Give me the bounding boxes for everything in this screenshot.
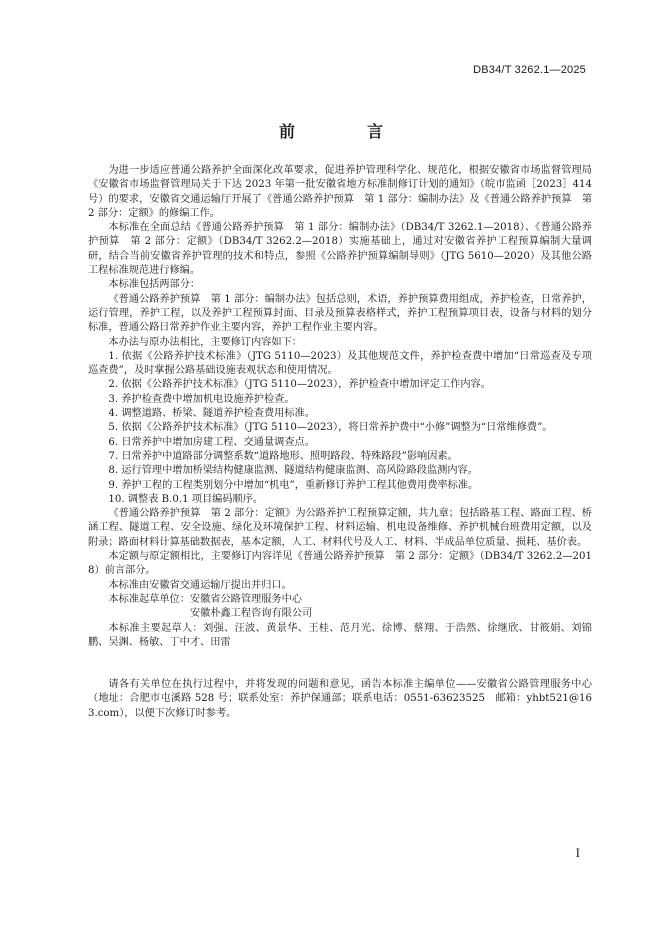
page-number: I [575, 845, 580, 860]
list-item: 2. 依据《公路养护技术标准》（JTG 5110—2023），养护检查中增加评定工作内容。 [108, 379, 491, 391]
list-item: 8. 运行管理中增加桥梁结构健康监测、隧道结构健康监测、高风险路段监测内容。 [108, 465, 478, 477]
list-item: 5. 依据《公路养护技术标准》（JTG 5110—2023），将日常养护费中“小修”调整为“日常维修费”。 [108, 422, 553, 434]
paragraph: 本定额与原定额相比，主要修订内容详见《普通公路养护预算 第 2 部分：定额》（DB34/T 3262.2—2018）前言部分。 [88, 551, 592, 577]
list-item: 4. 调整道路、桥梁、隧道养护检查费用标准。 [108, 408, 315, 420]
paragraph: 本办法与原办法相比，主要修订内容如下： [108, 336, 302, 348]
list-item: 10. 调整表 B.0.1 项目编码顺序。 [108, 493, 264, 505]
page-title: 前 言 [278, 122, 411, 141]
list-item: 6. 日常养护中增加房建工程、交通量调查点。 [108, 436, 315, 448]
list-item: 1. 依据《公路养护技术标准》（JTG 5110—2023）及其他规范文件，养护检查费中增加“日常巡查及专项巡查费”，及时掌握公路基础设施表观状态和使用情况。 [88, 350, 592, 377]
paragraph: 为进一步适应普通公路养护全面深化改革要求，促进养护管理科学化、规范化，根据安徽省市场监督管理局《安徽省市场监督管理局关于下达 2023 年第一批安徽省地方标准制修订计划的通知》（皖市监函［2023］414 号）的要求，安徽省交通运输厅开展了《普通公路养护预算 第 1 部分：编制办法》及《普通公路养护预算 第 2 部分：定额》的修编工作。 [88, 165, 592, 219]
paragraph: 《普通公路养护预算 第 2 部分：定额》为公路养护工程预算定额，共九章；包括路基工程、路面工程、桥涵工程、隧道工程、安全设施、绿化及环境保护工程、材料运输、机电设备维修、养护机械台班费用定额，以及附录；路面材料计算基础数据表，基本定额，人工、材料代号及人工、材料、半成品单位质量、损耗、基价表。 [88, 508, 592, 548]
paragraph: 《普通公路养护预算 第 1 部分：编制办法》包括总则，术语，养护预算费用组成，养护检查，日常养护，运行管理，养护工程，以及养护工程预算封面、目录及预算表格样式，养护工程预算项目表，设备与材料的划分标准，普通公路日常养护作业主要内容，养护工程作业主要内容。 [88, 293, 592, 334]
paragraph: 本标准起草单位：安徽省公路管理服务中心 [108, 593, 302, 605]
paragraph: 安徽朴鑫工程咨询有限公司 [190, 608, 313, 620]
paragraph: 请各有关单位在执行过程中，并将发现的问题和意见，函告本标准主编单位——安徽省公路管理服务中心（地址：合肥市屯溪路 528 号；联系处室：养护保通部；联系电话：0551-63623525 邮箱：yhbt521@163.com），以便下次修订时参考。 [88, 679, 592, 719]
paragraph: 本标准主要起草人：刘强、汪波、黄景华、王桂、范月光、徐博、蔡翔、于浩然、徐继欣、甘筱娟、刘锦鹏、吴渊、杨敏、丁中才、田雷 [88, 622, 592, 648]
list-item: 3. 养护检查费中增加机电设施养护检查。 [108, 393, 295, 405]
paragraph: 本标准包括两部分： [108, 279, 201, 291]
document-code: DB34/T 3262.1—2025 [473, 64, 586, 76]
list-item: 9. 养护工程的工程类别划分中增加“机电”，重新修订养护工程其他费用费率标准。 [108, 479, 479, 491]
list-item: 7. 日常养护中道路部分调整系数“道路地形、照明路段、特殊路段”影响因素。 [108, 450, 458, 462]
paragraph: 本标准在全面总结《普通公路养护预算 第 1 部分：编制办法》（DB34/T 3262.1—2018）、《普通公路养护预算 第 2 部分：定额》（DB34/T 3262.2—2018）实施基础上，通过对安徽省养护工程预算编制大量调研，结合当前安徽省养护管理的技术和特点，参照《公路养护预算编制导则》（JTG 5610—2020）及其他公路工程标准规范进行修编。 [88, 222, 592, 277]
paragraph: 本标准由安徽省交通运输厅提出并归口。 [108, 579, 292, 591]
foreword-body [88, 164, 592, 721]
